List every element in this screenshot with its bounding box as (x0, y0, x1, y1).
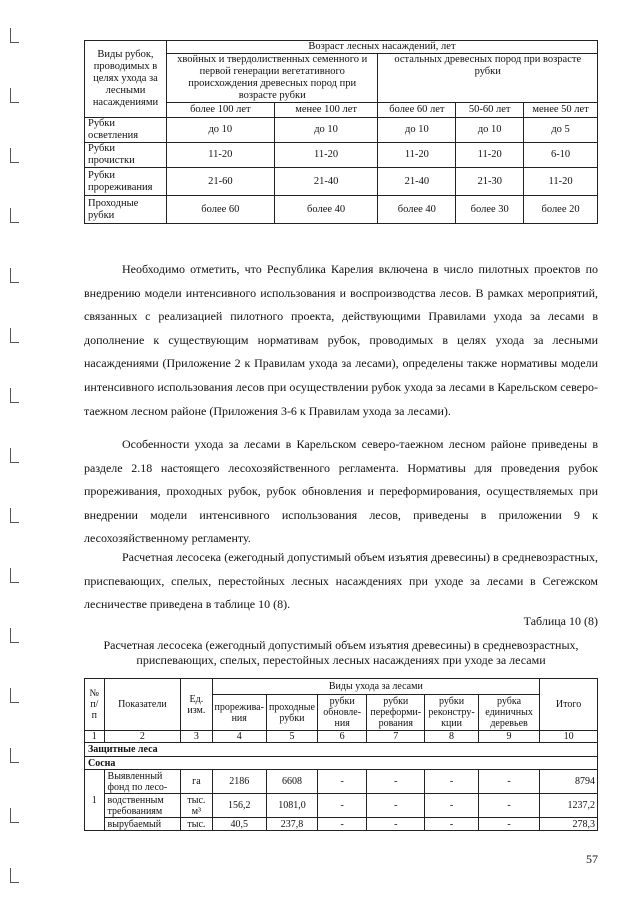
table-number: Таблица 10 (8) (523, 614, 598, 628)
paragraph: Особенности ухода за лесами в Карельском северо-таежном лесном районе приведены в разделе 2.18 настоящего лесохозяйственного регламента. Нормативы для проведения рубок прореживания, проходных рубок, рубок обновления и переформирования, осуществляемых при внедрении модели интенсивного использования лесов, приведены в приложении 9 к лесохозяйственному регламенту. (84, 437, 598, 546)
col-num: 3 (181, 731, 212, 743)
coniferous-group-header: хвойных и твердолиственных семенного и первой генерации вегетативного происхождения древесных пород при возрасте рубки (166, 54, 378, 103)
binder-mark (10, 688, 19, 703)
indicator: Выявленный фонд по лесо- (104, 770, 181, 794)
cell: 237,8 (266, 818, 317, 831)
cell: 21-60 (166, 168, 274, 196)
paragraph: Расчетная лесосека (ежегодный допустимый объем изъятия древесины) в средневозрастных, приспевающих, спелых, перестойных лесных насаждениях при уходе за лесами в Сегежском лесничестве приведена в таблице 10 (8). (84, 550, 598, 612)
type-header: прорежива-ния (212, 695, 266, 731)
row-label: Рубки прочистки (85, 143, 167, 168)
col-num: 6 (317, 731, 366, 743)
binder-mark (10, 808, 19, 823)
page-number: 57 (586, 852, 598, 866)
col-num: 5 (266, 731, 317, 743)
cell: 40,5 (212, 818, 266, 831)
cell: 21-40 (274, 168, 378, 196)
header-number: № п/ п (85, 679, 105, 731)
cutting-type-header: Виды рубок, проводимых в целях ухода за лесными насаждениями (85, 41, 167, 118)
cell: до 10 (456, 118, 524, 143)
table-row (85, 143, 598, 168)
binder-mark (10, 28, 19, 43)
cell: до 10 (378, 118, 456, 143)
sub-header: более 100 лет (166, 103, 274, 118)
cell: более 60 (166, 196, 274, 224)
cell: - (478, 794, 539, 818)
row-number: 1 (85, 770, 105, 831)
table-row (85, 818, 598, 831)
col-num: 10 (540, 731, 598, 743)
header-unit: Ед. изм. (181, 679, 212, 731)
total: 278,3 (540, 818, 598, 831)
cell: до 10 (166, 118, 274, 143)
cell: 11-20 (456, 143, 524, 168)
binder-mark (10, 388, 19, 403)
cell: 156,2 (212, 794, 266, 818)
cell: - (317, 794, 366, 818)
binder-mark (10, 148, 19, 163)
binder-mark (10, 628, 19, 643)
table-row (85, 794, 598, 818)
binder-mark (10, 448, 19, 463)
binder-marks (4, 0, 24, 905)
cell: - (317, 770, 366, 794)
row-label: Рубки осветления (85, 118, 167, 143)
cell: 21-40 (378, 168, 456, 196)
unit: тыс. м³ (181, 794, 212, 818)
binder-mark (10, 568, 19, 583)
species-label: Сосна (85, 757, 598, 770)
total: 8794 (540, 770, 598, 794)
cell: - (317, 818, 366, 831)
type-header: проходные рубки (266, 695, 317, 731)
indicator: вырубаемый (104, 818, 181, 831)
binder-mark (10, 508, 19, 523)
col-num: 1 (85, 731, 105, 743)
row-label: Рубки прореживания (85, 168, 167, 196)
table-row (85, 770, 598, 794)
cell: 11-20 (378, 143, 456, 168)
cell: - (367, 794, 425, 818)
cell: - (425, 818, 479, 831)
binder-mark (10, 268, 19, 283)
cell: - (367, 818, 425, 831)
paragraph: Необходимо отметить, что Республика Карелия включена в число пилотных проектов по внедрению модели интенсивного использования и воспроизводства лесов. В рамках мероприятий, связанных с реализацией пилотного проекта, действующими Правилами ухода за лесами в дополнение к существующим нормативам рубок, проводимых в целях ухода за лесными насаждениями (Приложение 2 к Правилам ухода за лесами), определены также нормативы модели интенсивного использования лесов при осуществлении рубок ухода за лесами в Карельском северо-таежном лесном районе (Приложения 3-6 к Правилам ухода за лесами). (84, 262, 598, 418)
sub-header: менее 50 лет (524, 103, 598, 118)
other-group-header: остальных древесных пород при возрасте рубки (378, 54, 598, 103)
binder-mark (10, 868, 19, 883)
table-row (85, 196, 598, 224)
cutting-age-table (84, 40, 598, 224)
sub-header: более 60 лет (378, 103, 456, 118)
header-total: Итого (540, 679, 598, 731)
cell: - (425, 770, 479, 794)
header-indicator: Показатели (104, 679, 181, 731)
unit: тыс. (181, 818, 212, 831)
cell: до 10 (274, 118, 378, 143)
col-num: 8 (425, 731, 479, 743)
allowable-cut-table (84, 678, 598, 831)
cell: 11-20 (524, 168, 598, 196)
cell: - (478, 770, 539, 794)
binder-mark (10, 208, 19, 223)
cell: более 40 (274, 196, 378, 224)
cell: 11-20 (274, 143, 378, 168)
cell: - (478, 818, 539, 831)
age-header: Возраст лесных насаждений, лет (166, 41, 597, 54)
table-row (85, 168, 598, 196)
type-header: рубки реконстру-кции (425, 695, 479, 731)
type-header: рубки переформи-рования (367, 695, 425, 731)
indicator: водственным требованиям (104, 794, 181, 818)
binder-mark (10, 748, 19, 763)
sub-header: менее 100 лет (274, 103, 378, 118)
binder-mark (10, 88, 19, 103)
unit: га (181, 770, 212, 794)
binder-mark (10, 328, 19, 343)
sub-header: 50-60 лет (456, 103, 524, 118)
row-label: Проходные рубки (85, 196, 167, 224)
cell: 1081,0 (266, 794, 317, 818)
col-num: 2 (104, 731, 181, 743)
column-numbers (85, 731, 598, 743)
cell: более 20 (524, 196, 598, 224)
col-num: 4 (212, 731, 266, 743)
header-types: Виды ухода за лесами (212, 679, 540, 695)
cell: более 30 (456, 196, 524, 224)
cell: более 40 (378, 196, 456, 224)
cell: до 5 (524, 118, 598, 143)
cell: - (425, 794, 479, 818)
cell: 21-30 (456, 168, 524, 196)
type-header: рубки обновле-ния (317, 695, 366, 731)
section-label: Защитные леса (85, 743, 598, 757)
col-num: 7 (367, 731, 425, 743)
type-header: рубка единичных деревьев (478, 695, 539, 731)
cell: 11-20 (166, 143, 274, 168)
cell: 6-10 (524, 143, 598, 168)
cell: 6608 (266, 770, 317, 794)
cell: - (367, 770, 425, 794)
col-num: 9 (478, 731, 539, 743)
table-row (85, 118, 598, 143)
cell: 2186 (212, 770, 266, 794)
total: 1237,2 (540, 794, 598, 818)
table-caption: Расчетная лесосека (ежегодный допустимый объем изъятия древесины) в средневозрастных, приспевающих, спелых, перестойных лесных насаждениях при уходе за лесами (103, 638, 579, 667)
